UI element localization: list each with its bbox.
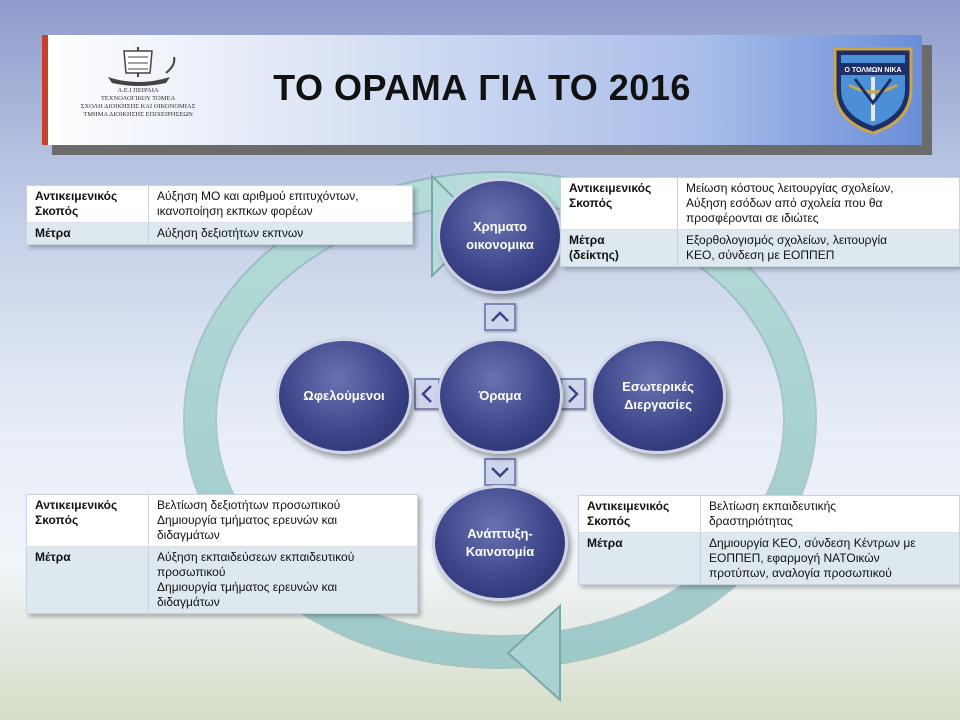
circle-internal-processes bbox=[590, 338, 726, 454]
table-row-measures bbox=[27, 547, 417, 613]
page-title: ΤΟ ΟΡΑΜΑ ΓΙΑ ΤΟ 2016 bbox=[273, 67, 691, 108]
arrow-right-box bbox=[560, 378, 586, 410]
circle-beneficiaries bbox=[276, 338, 412, 454]
circle-internal-processes-label: Εσωτερικές Διεργασίες bbox=[622, 379, 694, 412]
arrow-down-box bbox=[484, 458, 516, 486]
ring-arrowhead-bottom bbox=[508, 606, 560, 700]
table-beneficiaries bbox=[26, 185, 413, 245]
emblem-motto: Ο ΤΟΛΜΩΝ ΝΙΚΑ bbox=[844, 67, 902, 74]
table-financial bbox=[560, 177, 960, 267]
chevron-left-icon bbox=[416, 380, 438, 408]
measures-label: Μέτρα bbox=[27, 547, 149, 613]
measures-value: Δημιουργία ΚΕΟ, σύνδεση Κέντρων με ΕΟΠΠΕΠ, εφαρμογή ΝΑΤΟικών προτύπων, αναλογία προσωπικού bbox=[709, 536, 916, 580]
arrow-up-box bbox=[484, 303, 516, 331]
chevron-up-icon bbox=[486, 305, 514, 329]
objective-value: Αύξηση ΜΟ και αριθμού επιτυχόντων, ικανοποίηση εκπκων φορέων bbox=[157, 189, 359, 218]
measures-value: Αύξηση εκπαιδεύσεων εκπαιδευτικού προσωπικού Δημιουργία τμήματος ερευνών και διδαγμάτων bbox=[157, 550, 355, 609]
table-row-objective bbox=[27, 495, 417, 547]
objective-value: Βελτίωση εκπαιδευτικής δραστηριότητας bbox=[709, 499, 837, 528]
shield-emblem-icon bbox=[827, 43, 919, 135]
banner-edge bbox=[42, 35, 48, 145]
objective-label: Αντικειμενικός Σκοπός bbox=[27, 186, 149, 222]
objective-value: Βελτίωση δεξιοτήτων προσωπικού Δημιουργία τμήματος ερευνών και διδαγμάτων bbox=[157, 498, 341, 542]
circle-development-innovation bbox=[432, 485, 568, 601]
table-development bbox=[26, 494, 418, 614]
measures-value: Εξορθολογισμός σχολείων, λειτουργία ΚΕΟ, σύνδεση με ΕΟΠΠΕΠ bbox=[686, 233, 888, 262]
objective-label: Αντικειμενικός Σκοπός bbox=[561, 178, 678, 229]
title-banner bbox=[42, 35, 922, 145]
measures-label: Μέτρα (δείκτης) bbox=[561, 230, 678, 266]
circle-financial-label: Χρηματο οικονομικα bbox=[466, 219, 534, 252]
circle-development-innovation-label: Ανάπτυξη- Καινοτομία bbox=[465, 526, 535, 559]
measures-label: Μέτρα bbox=[579, 533, 701, 584]
table-row-objective bbox=[561, 178, 959, 230]
circle-financial bbox=[437, 178, 563, 294]
circle-beneficiaries-label: Ωφελούμενοι bbox=[303, 388, 385, 403]
school-logo-caption: Α.Ε.Ι ΠΕΙΡΑΙΑ ΤΕΧΝΟΛΟΓΙΚΟΥ ΤΟΜΕΑ ΣΧΟΛΗ ΔΙΟΙΚΗΣΗΣ ΚΑΙ ΟΙΚΟΝΟΜΙΑΣ ΤΜΗΜΑ ΔΙΟΙΚΗΣΗΣ ΕΠΙΧΕΙΡΗΣΕΩΝ bbox=[80, 87, 196, 118]
objective-value: Μείωση κόστους λειτουργίας σχολείων, Αύξηση εσόδων από σχολεία που θα προσφέρονται σε ιδιώτες bbox=[686, 181, 894, 225]
measures-value: Αύξηση δεξιοτήτων εκπνων bbox=[157, 226, 304, 240]
table-row-measures bbox=[579, 533, 959, 584]
table-row-objective bbox=[579, 496, 959, 533]
circle-vision bbox=[437, 338, 563, 454]
ship-icon bbox=[78, 43, 198, 89]
table-internal-processes bbox=[578, 495, 960, 585]
objective-label: Αντικειμενικός Σκοπός bbox=[579, 496, 701, 532]
chevron-right-icon bbox=[562, 380, 584, 408]
table-row-measures bbox=[27, 223, 412, 244]
circle-vision-label: Όραμα bbox=[478, 388, 522, 403]
measures-label: Μέτρα bbox=[27, 223, 149, 244]
chevron-down-icon bbox=[486, 460, 514, 484]
school-logo bbox=[78, 43, 198, 135]
table-row-measures bbox=[561, 230, 959, 266]
emblem-logo bbox=[827, 43, 919, 135]
objective-label: Αντικειμενικός Σκοπός bbox=[27, 495, 149, 546]
table-row-objective bbox=[27, 186, 412, 223]
